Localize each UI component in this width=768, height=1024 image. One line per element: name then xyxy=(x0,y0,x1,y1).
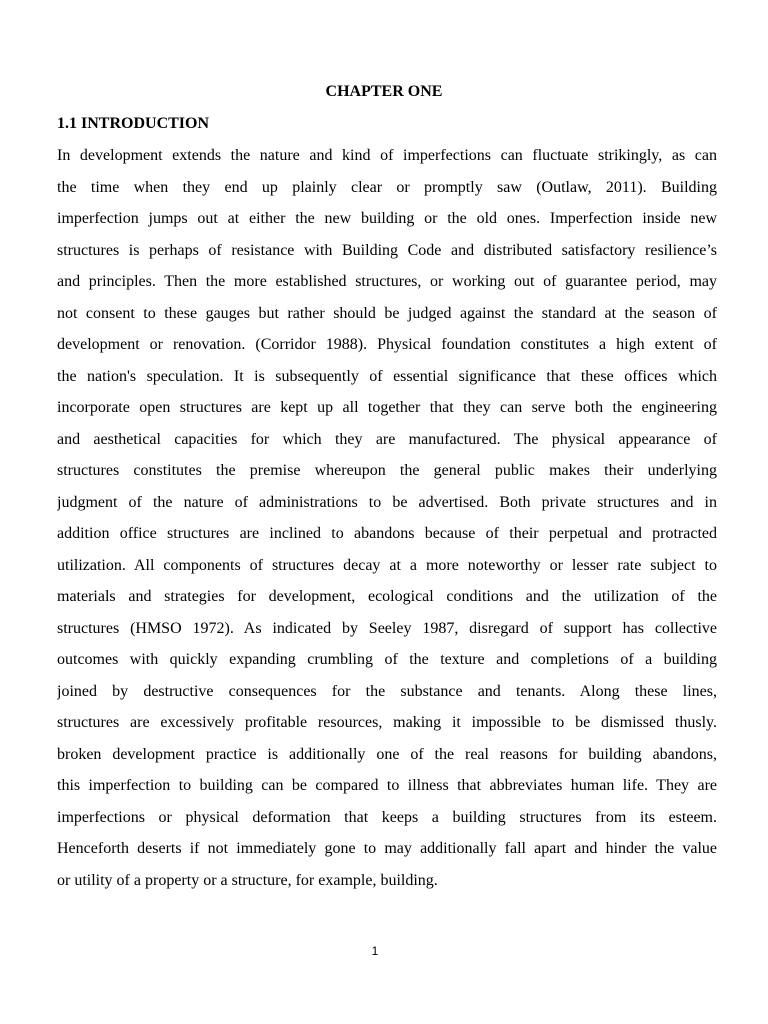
paragraph-line: incorporate open structures are kept up all together that they can serve both the engineering xyxy=(57,399,717,416)
paragraph-line: materials and strategies for development, ecological conditions and the utilization of the xyxy=(57,588,717,605)
paragraph-line: this imperfection to building can be compared to illness that abbreviates human life. They are xyxy=(57,777,717,794)
paragraph-line: imperfection jumps out at either the new building or the old ones. Imperfection inside new xyxy=(57,210,717,227)
paragraph-line: broken development practice is additionally one of the real reasons for building abandons, xyxy=(57,745,717,763)
section-heading: 1.1 INTRODUCTION xyxy=(57,115,210,132)
paragraph-line: structures constitutes the premise whereupon the general public makes their underlying xyxy=(57,462,717,479)
paragraph-line: structures are excessively profitable resources, making it impossible to be dismissed thusly. xyxy=(57,714,717,731)
paragraph-line: the time when they end up plainly clear or promptly saw (Outlaw, 2011). Building xyxy=(57,178,717,196)
page-number: 1 xyxy=(371,944,379,958)
paragraph-line: and principles. Then the more established structures, or working out of guarantee period, may xyxy=(57,273,717,290)
paragraph-line: judgment of the nature of administrations to be advertised. Both private structures and in xyxy=(57,493,717,511)
paragraph-line: addition office structures are inclined to abandons because of their perpetual and protracted xyxy=(57,525,717,542)
chapter-title: CHAPTER ONE xyxy=(325,83,443,100)
paragraph-line: not consent to these gauges but rather should be judged against the standard at the season of xyxy=(57,304,717,322)
paragraph-line: joined by destructive consequences for the substance and tenants. Along these lines, xyxy=(57,682,717,700)
paragraph-line: outcomes with quickly expanding crumbling of the texture and completions of a building xyxy=(57,651,717,668)
paragraph-line: imperfections or physical deformation that keeps a building structures from its esteem. xyxy=(57,808,717,826)
paragraph-line: structures is perhaps of resistance with Building Code and distributed satisfactory resilience’s xyxy=(57,241,717,259)
paragraph-line: structures (HMSO 1972). As indicated by Seeley 1987, disregard of support has collective xyxy=(57,619,717,637)
paragraph-line: and aesthetical capacities for which they are manufactured. The physical appearance of xyxy=(57,430,717,448)
paragraph-line: development or renovation. (Corridor 1988). Physical foundation constitutes a high extent of xyxy=(57,336,717,353)
paragraph-line: the nation's speculation. It is subsequently of essential significance that these offices which xyxy=(57,367,717,385)
paragraph-line: or utility of a property or a structure, for example, building. xyxy=(57,871,438,889)
paragraph-line: In development extends the nature and kind of imperfections can fluctuate strikingly, as can xyxy=(57,147,717,164)
paragraph-line: utilization. All components of structures decay at a more noteworthy or lesser rate subject to xyxy=(57,556,717,574)
body-paragraph xyxy=(57,145,717,901)
paragraph-line: Henceforth deserts if not immediately gone to may additionally fall apart and hinder the value xyxy=(57,840,717,857)
